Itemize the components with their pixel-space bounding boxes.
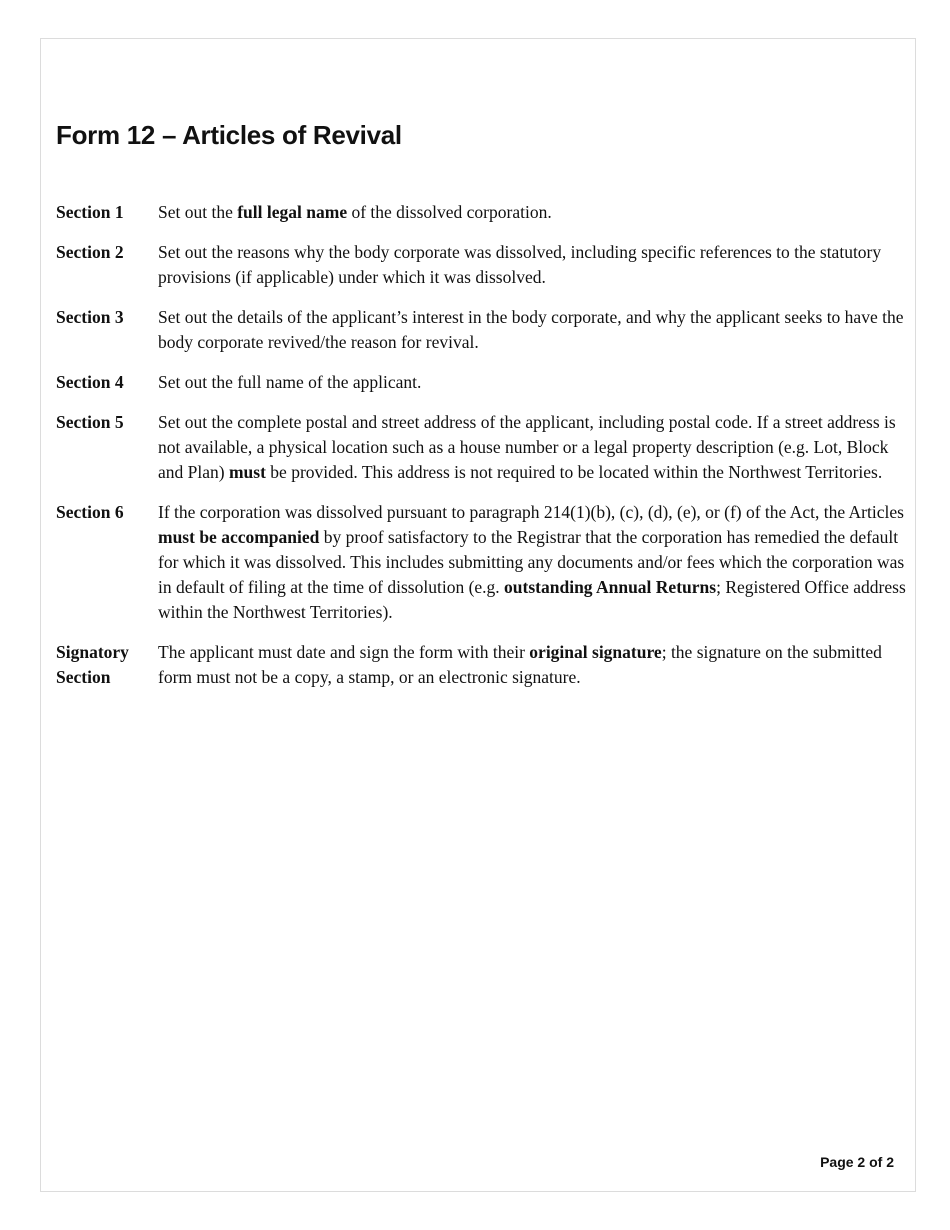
section-label: Section 3 [56, 307, 124, 327]
section-label: Section 6 [56, 502, 124, 522]
section-text [158, 200, 906, 225]
emphasized-text: original signature [529, 642, 662, 662]
section-row [56, 305, 906, 355]
section-label: Section 1 [56, 202, 124, 222]
text-run: Set out the reasons why the body corporate was dissolved, including specific references to the statutory provisions (if applicable) under which it was dissolved. [158, 242, 882, 287]
page-number: Page 2 of 2 [820, 1154, 894, 1170]
section-label: Section 5 [56, 412, 124, 432]
text-run: Set out the full name of the applicant. [158, 372, 422, 392]
section-text [158, 410, 906, 485]
section-row [56, 370, 906, 395]
text-run: ; Registered Office address within the Northwest Territories). [158, 577, 906, 622]
page-title: Form 12 – Articles of Revival [56, 120, 402, 150]
text-run: Set out the complete postal and street address of the applicant, including postal code. If a street address is not available, a physical location such as a house number or a legal property description (e.g. Lot, Block and Plan) [158, 412, 896, 482]
section-row [56, 410, 906, 485]
section-text [158, 640, 906, 690]
section-text [158, 305, 906, 355]
text-run: ; the signature on the submitted form must not be a copy, a stamp, or an electronic signature. [158, 642, 882, 687]
section-row [56, 500, 906, 625]
text-run: be provided. This address is not required to be located within the Northwest Territories. [265, 462, 883, 482]
emphasized-text: outstanding Annual Returns [504, 577, 717, 597]
section-label: Signatory Section [56, 642, 129, 687]
section-label: Section 2 [56, 242, 124, 262]
text-run: Set out the [158, 202, 238, 222]
section-text [158, 370, 906, 395]
text-run: The applicant must date and sign the form with their [158, 642, 530, 662]
section-row [56, 200, 906, 225]
emphasized-text: full legal name [237, 202, 348, 222]
section-row [56, 240, 906, 290]
section-text [158, 240, 906, 290]
emphasized-text: must be accompanied [158, 527, 320, 547]
text-run: Set out the details of the applicant’s interest in the body corporate, and why the applicant seeks to have the body corporate revived/the reason for revival. [158, 307, 904, 352]
section-text [158, 500, 906, 625]
text-run: If the corporation was dissolved pursuant to paragraph 214(1)(b), (c), (d), (e), or (f) of the Act, the Articles [158, 502, 904, 522]
text-run: of the dissolved corporation. [347, 202, 552, 222]
section-row [56, 640, 906, 690]
text-run: by proof satisfactory to the Registrar that the corporation has remedied the default for which it was dissolved. This includes submitting any documents and/or fees which the corporation was in default of filing at the time of dissolution (e.g. [158, 527, 905, 597]
emphasized-text: must [228, 462, 266, 482]
section-label: Section 4 [56, 372, 124, 392]
instruction-sections [56, 200, 906, 705]
